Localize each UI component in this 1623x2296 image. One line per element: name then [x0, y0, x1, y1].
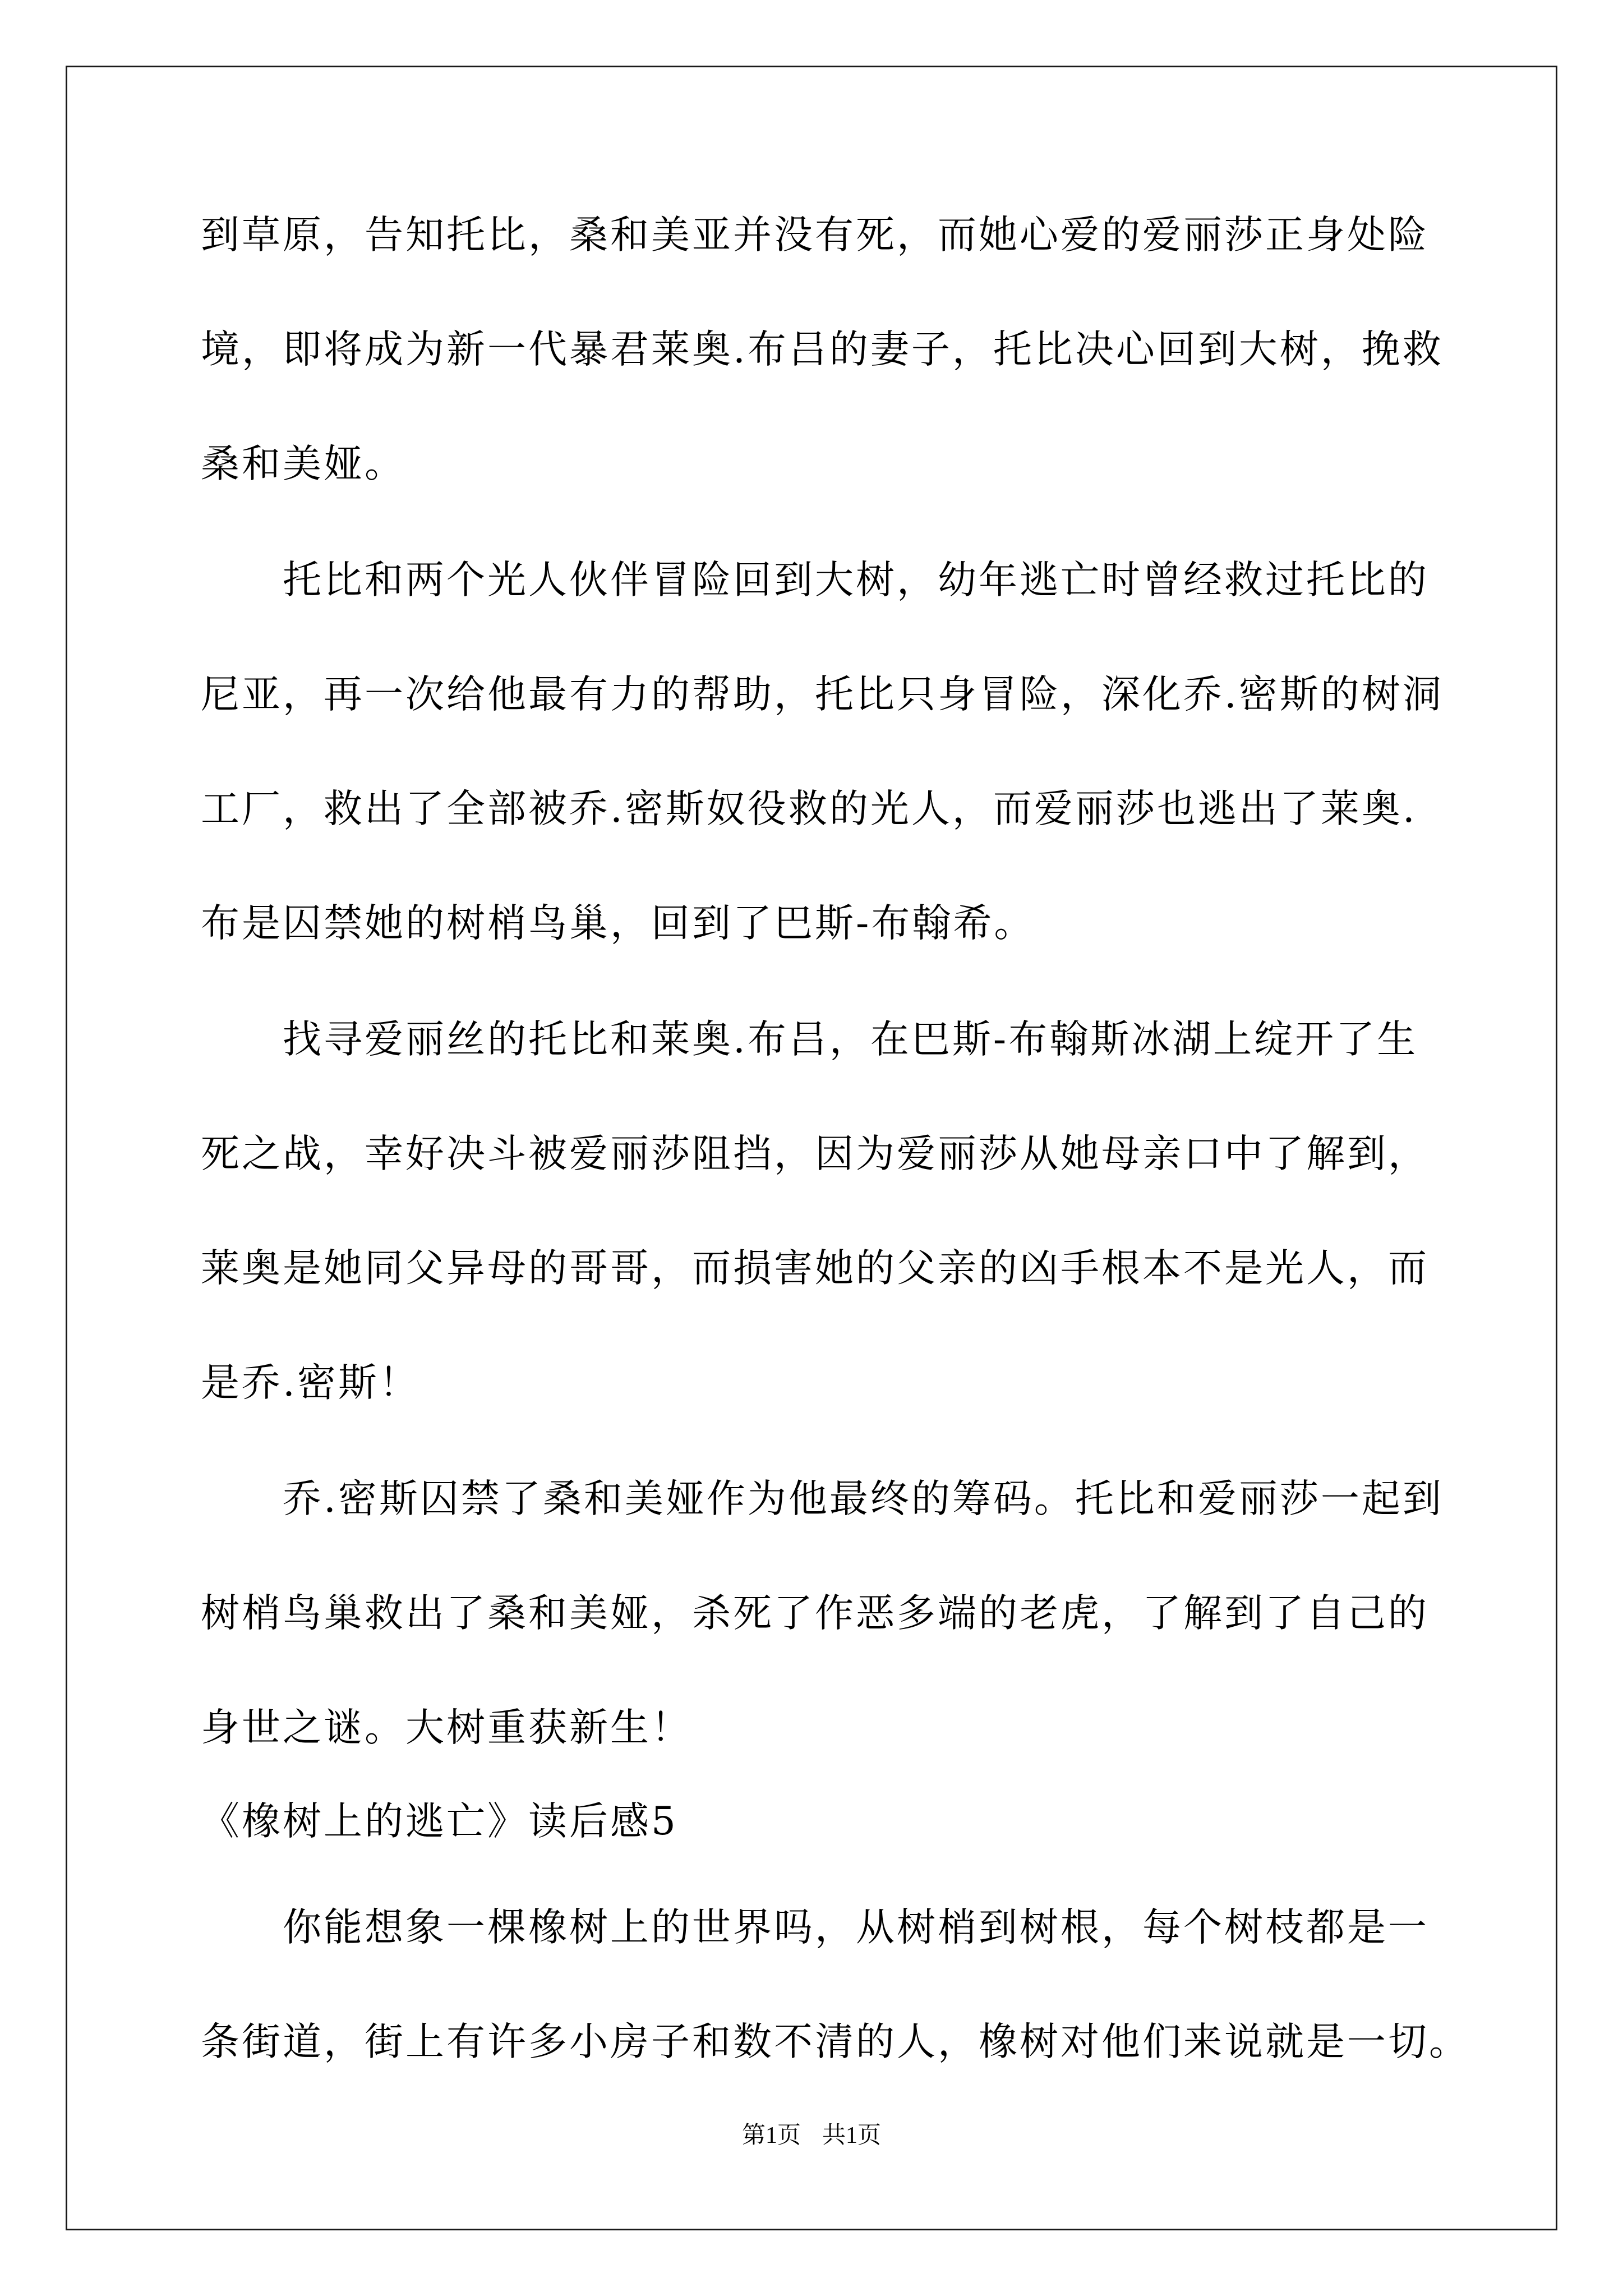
- text-line: 托比和两个光人伙伴冒险回到大树，幼年逃亡时曾经救过托比的: [283, 558, 1429, 602]
- section-heading: 《橡树上的逃亡》读后感5: [201, 1799, 678, 1844]
- text-line: 你能想象一棵橡树上的世界吗，从树梢到树根，每个树枝都是一: [283, 1905, 1429, 1950]
- text-line: 条街道，街上有许多小房子和数不清的人，橡树对他们来说就是一切。: [201, 2019, 1470, 2064]
- text-line: 找寻爱丽丝的托比和莱奥.布吕，在巴斯-布翰斯冰湖上绽开了生: [283, 1017, 1418, 1062]
- text-line: 死之战，幸好决斗被爱丽莎阻挡，因为爱丽莎从她母亲口中了解到，: [201, 1131, 1429, 1176]
- text-line: 是乔.密斯！: [201, 1360, 420, 1405]
- text-line: 尼亚，再一次给他最有力的帮助，托比只身冒险，深化乔.密斯的树洞: [201, 672, 1444, 717]
- document-body: [201, 213, 1470, 2137]
- page-number-total: 共1页: [822, 2123, 882, 2148]
- page-footer: [0, 2122, 1623, 2149]
- text-line: 境，即将成为新一代暴君莱奥.布吕的妻子，托比决心回到大树，挽救: [201, 327, 1444, 372]
- text-line: 树梢鸟巢救出了桑和美娅，杀死了作恶多端的老虎，了解到了自己的: [201, 1591, 1429, 1636]
- text-line: 乔.密斯囚禁了桑和美娅作为他最终的筹码。托比和爱丽莎一起到: [283, 1476, 1444, 1521]
- text-line: 桑和美娅。: [201, 441, 405, 486]
- page-number-current: 第1页: [741, 2123, 801, 2148]
- text-line: 布是囚禁她的树梢鸟巢，回到了巴斯-布翰希。: [201, 901, 1035, 946]
- text-line: 到草原，告知托比，桑和美亚并没有死，而她心爱的爱丽莎正身处险: [201, 213, 1429, 257]
- text-line: 身世之谜。大树重获新生！: [201, 1705, 692, 1750]
- text-line: 工厂，救出了全部被乔.密斯奴役救的光人，而爱丽莎也逃出了莱奥.: [201, 786, 1417, 831]
- text-line: 莱奥是她同父异母的哥哥，而损害她的父亲的凶手根本不是光人，而: [201, 1246, 1429, 1291]
